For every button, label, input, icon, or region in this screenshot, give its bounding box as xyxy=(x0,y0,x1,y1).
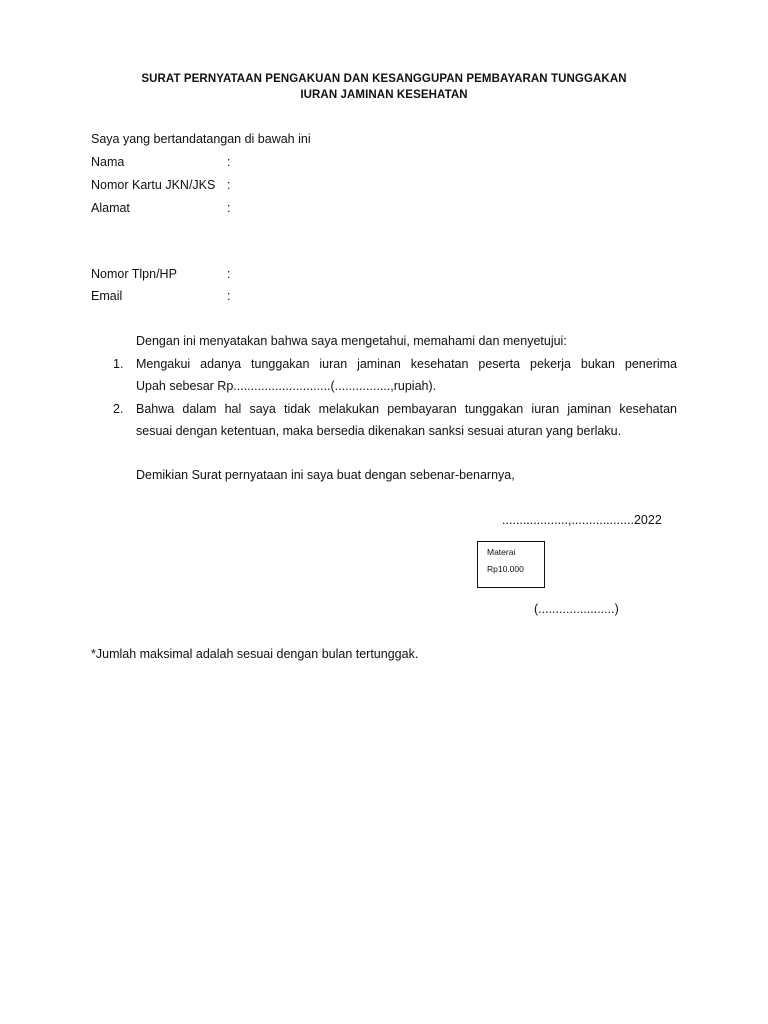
item-number-1: 1. xyxy=(113,357,124,371)
field-colon-nama: : xyxy=(227,155,231,169)
item-1-line2: Upah sebesar Rp............................(................,rupiah). xyxy=(136,379,437,393)
stamp-label: Materai xyxy=(487,547,516,557)
statement-text: Dengan ini menyatakan bahwa saya mengetahui, memahami dan menyetujui: xyxy=(136,334,567,348)
field-colon-email: : xyxy=(227,289,231,303)
field-label-nomor-tlpn: Nomor Tlpn/HP xyxy=(91,267,177,281)
footnote: *Jumlah maksimal adalah sesuai dengan bulan tertunggak. xyxy=(91,647,419,661)
item-2-line1: Bahwa dalam hal saya tidak melakukan pembayaran tunggakan iuran jaminan kesehatan xyxy=(136,402,677,416)
signature-placeholder: (......................) xyxy=(534,602,619,616)
document-title-line1: SURAT PERNYATAAN PENGAKUAN DAN KESANGGUPAN PEMBAYARAN TUNGGAKAN xyxy=(141,73,627,85)
intro-text: Saya yang bertandatangan di bawah ini xyxy=(91,132,311,146)
field-label-email: Email xyxy=(91,289,123,303)
closing-text: Demikian Surat pernyataan ini saya buat dengan sebenar-benarnya, xyxy=(136,468,515,482)
field-label-nama: Nama xyxy=(91,155,125,169)
field-colon-alamat: : xyxy=(227,201,231,215)
field-label-alamat: Alamat xyxy=(91,201,130,215)
document-title-line2: IURAN JAMINAN KESEHATAN xyxy=(300,89,468,101)
stamp-value: Rp10.000 xyxy=(487,564,524,574)
item-number-2: 2. xyxy=(113,402,124,416)
field-label-nomor-kartu: Nomor Kartu JKN/JKS xyxy=(91,178,216,192)
materai-stamp-box xyxy=(477,541,545,588)
item-1-line1: Mengakui adanya tunggakan iuran jaminan kesehatan peserta pekerja bukan penerima xyxy=(136,357,677,371)
field-colon-nomor-kartu: : xyxy=(227,178,231,192)
item-2-line2: sesuai dengan ketentuan, maka bersedia dikenakan sanksi sesuai aturan yang berlaku. xyxy=(136,424,622,438)
place-date: ...................,..................2022 xyxy=(502,513,662,527)
field-colon-nomor-tlpn: : xyxy=(227,267,231,281)
